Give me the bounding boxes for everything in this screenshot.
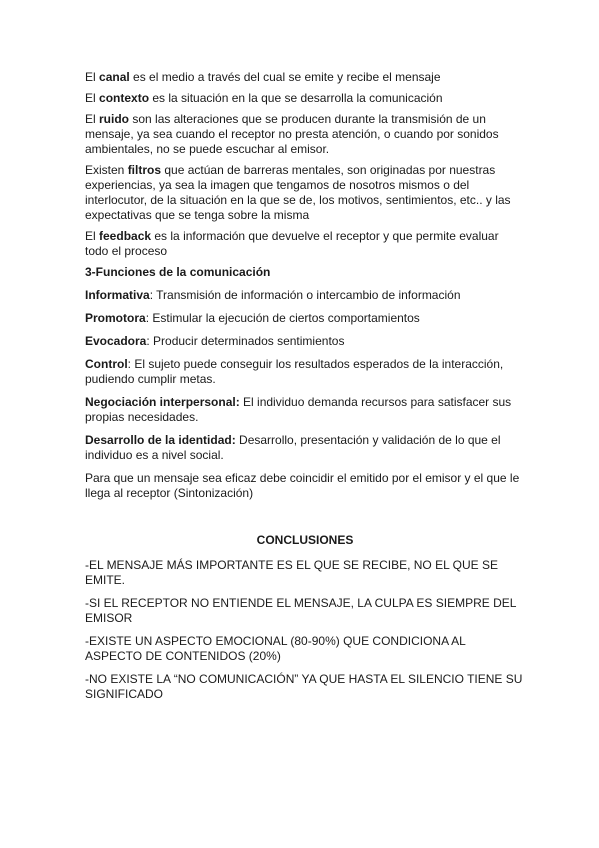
term-ruido: ruido [99, 112, 130, 126]
function-term: Informativa [85, 288, 150, 302]
function-text: : Producir determinados sentimientos [146, 334, 345, 348]
function-negociacion [85, 395, 525, 425]
conclusions-title: CONCLUSIONES [256, 533, 354, 547]
paragraph-ruido [85, 112, 525, 157]
function-text: : El sujeto puede conseguir los resultados esperados de la interacción, pudiendo cumplir metas. [85, 357, 504, 386]
paragraph-contexto [85, 91, 525, 106]
conclusion-item: -SI EL RECEPTOR NO ENTIENDE EL MENSAJE, LA CULPA ES SIEMPRE DEL EMISOR [85, 596, 517, 625]
term-contexto: contexto [99, 91, 150, 105]
function-term: Negociación interpersonal: [85, 395, 240, 409]
paragraph-feedback [85, 229, 525, 259]
document-body [85, 70, 525, 710]
function-control [85, 357, 525, 387]
paragraph-text: son las alteraciones que se producen durante la transmisión de un mensaje, ya sea cuando el receptor no presta atención, o cuando por sonidos ambientales, no se puede escuchar al emisor. [85, 112, 499, 156]
function-informativa [85, 288, 525, 303]
paragraph-text: El [85, 112, 100, 126]
section-heading: 3-Funciones de la comunicación [85, 265, 271, 279]
function-promotora [85, 311, 525, 326]
conclusion-item: -NO EXISTE LA “NO COMUNICACIÓN” YA QUE HASTA EL SILENCIO TIENE SU SIGNIFICADO [85, 672, 523, 701]
paragraph-text: que actúan de barreras mentales, son originadas por nuestras experiencias, ya sea la imagen que tengamos de nosotros mismos o del interlocutor, de la situación en la que se de, los motivos, sentimientos, etc.. y las expectativas que se tenga sobre la misma [85, 163, 511, 222]
term-filtros: filtros [127, 163, 162, 177]
paragraph-text: es el medio a través del cual se emite y recibe el mensaje [129, 70, 441, 84]
function-term: Desarrollo de la identidad: [85, 433, 236, 447]
paragraph-text: es la información que devuelve el receptor y que permite evaluar todo el proceso [85, 229, 499, 258]
paragraph-text: El [85, 70, 100, 84]
paragraph-text: El [85, 91, 100, 105]
conclusion-item: -EXISTE UN ASPECTO EMOCIONAL (80-90%) QUE CONDICIONA AL ASPECTO DE CONTENIDOS (20%) [85, 634, 466, 663]
function-term: Promotora [85, 311, 146, 325]
paragraph-filtros [85, 163, 525, 223]
function-evocadora [85, 334, 525, 349]
function-term: Evocadora [85, 334, 147, 348]
paragraph-canal [85, 70, 525, 85]
term-canal: canal [99, 70, 130, 84]
paragraph-text: es la situación en la que se desarrolla la comunicación [149, 91, 443, 105]
function-text: : Estimular la ejecución de ciertos comportamientos [145, 311, 420, 325]
function-term: Control [85, 357, 128, 371]
function-text: El individuo demanda recursos para satisfacer sus propias necesidades. [85, 395, 512, 424]
term-feedback: feedback [99, 229, 152, 243]
function-desarrollo [85, 433, 525, 463]
paragraph-text: El [85, 229, 100, 243]
function-text: Desarrollo, presentación y validación de lo que el individuo es a nivel social. [85, 433, 501, 462]
function-text: : Transmisión de información o intercambio de información [149, 288, 461, 302]
paragraph-text: Existen [85, 163, 128, 177]
conclusion-item: -EL MENSAJE MÁS IMPORTANTE ES EL QUE SE RECIBE, NO EL QUE SE EMITE. [85, 558, 498, 587]
closing-paragraph: Para que un mensaje sea eficaz debe coincidir el emitido por el emisor y el que le llega al receptor (Sintonización) [85, 471, 520, 500]
